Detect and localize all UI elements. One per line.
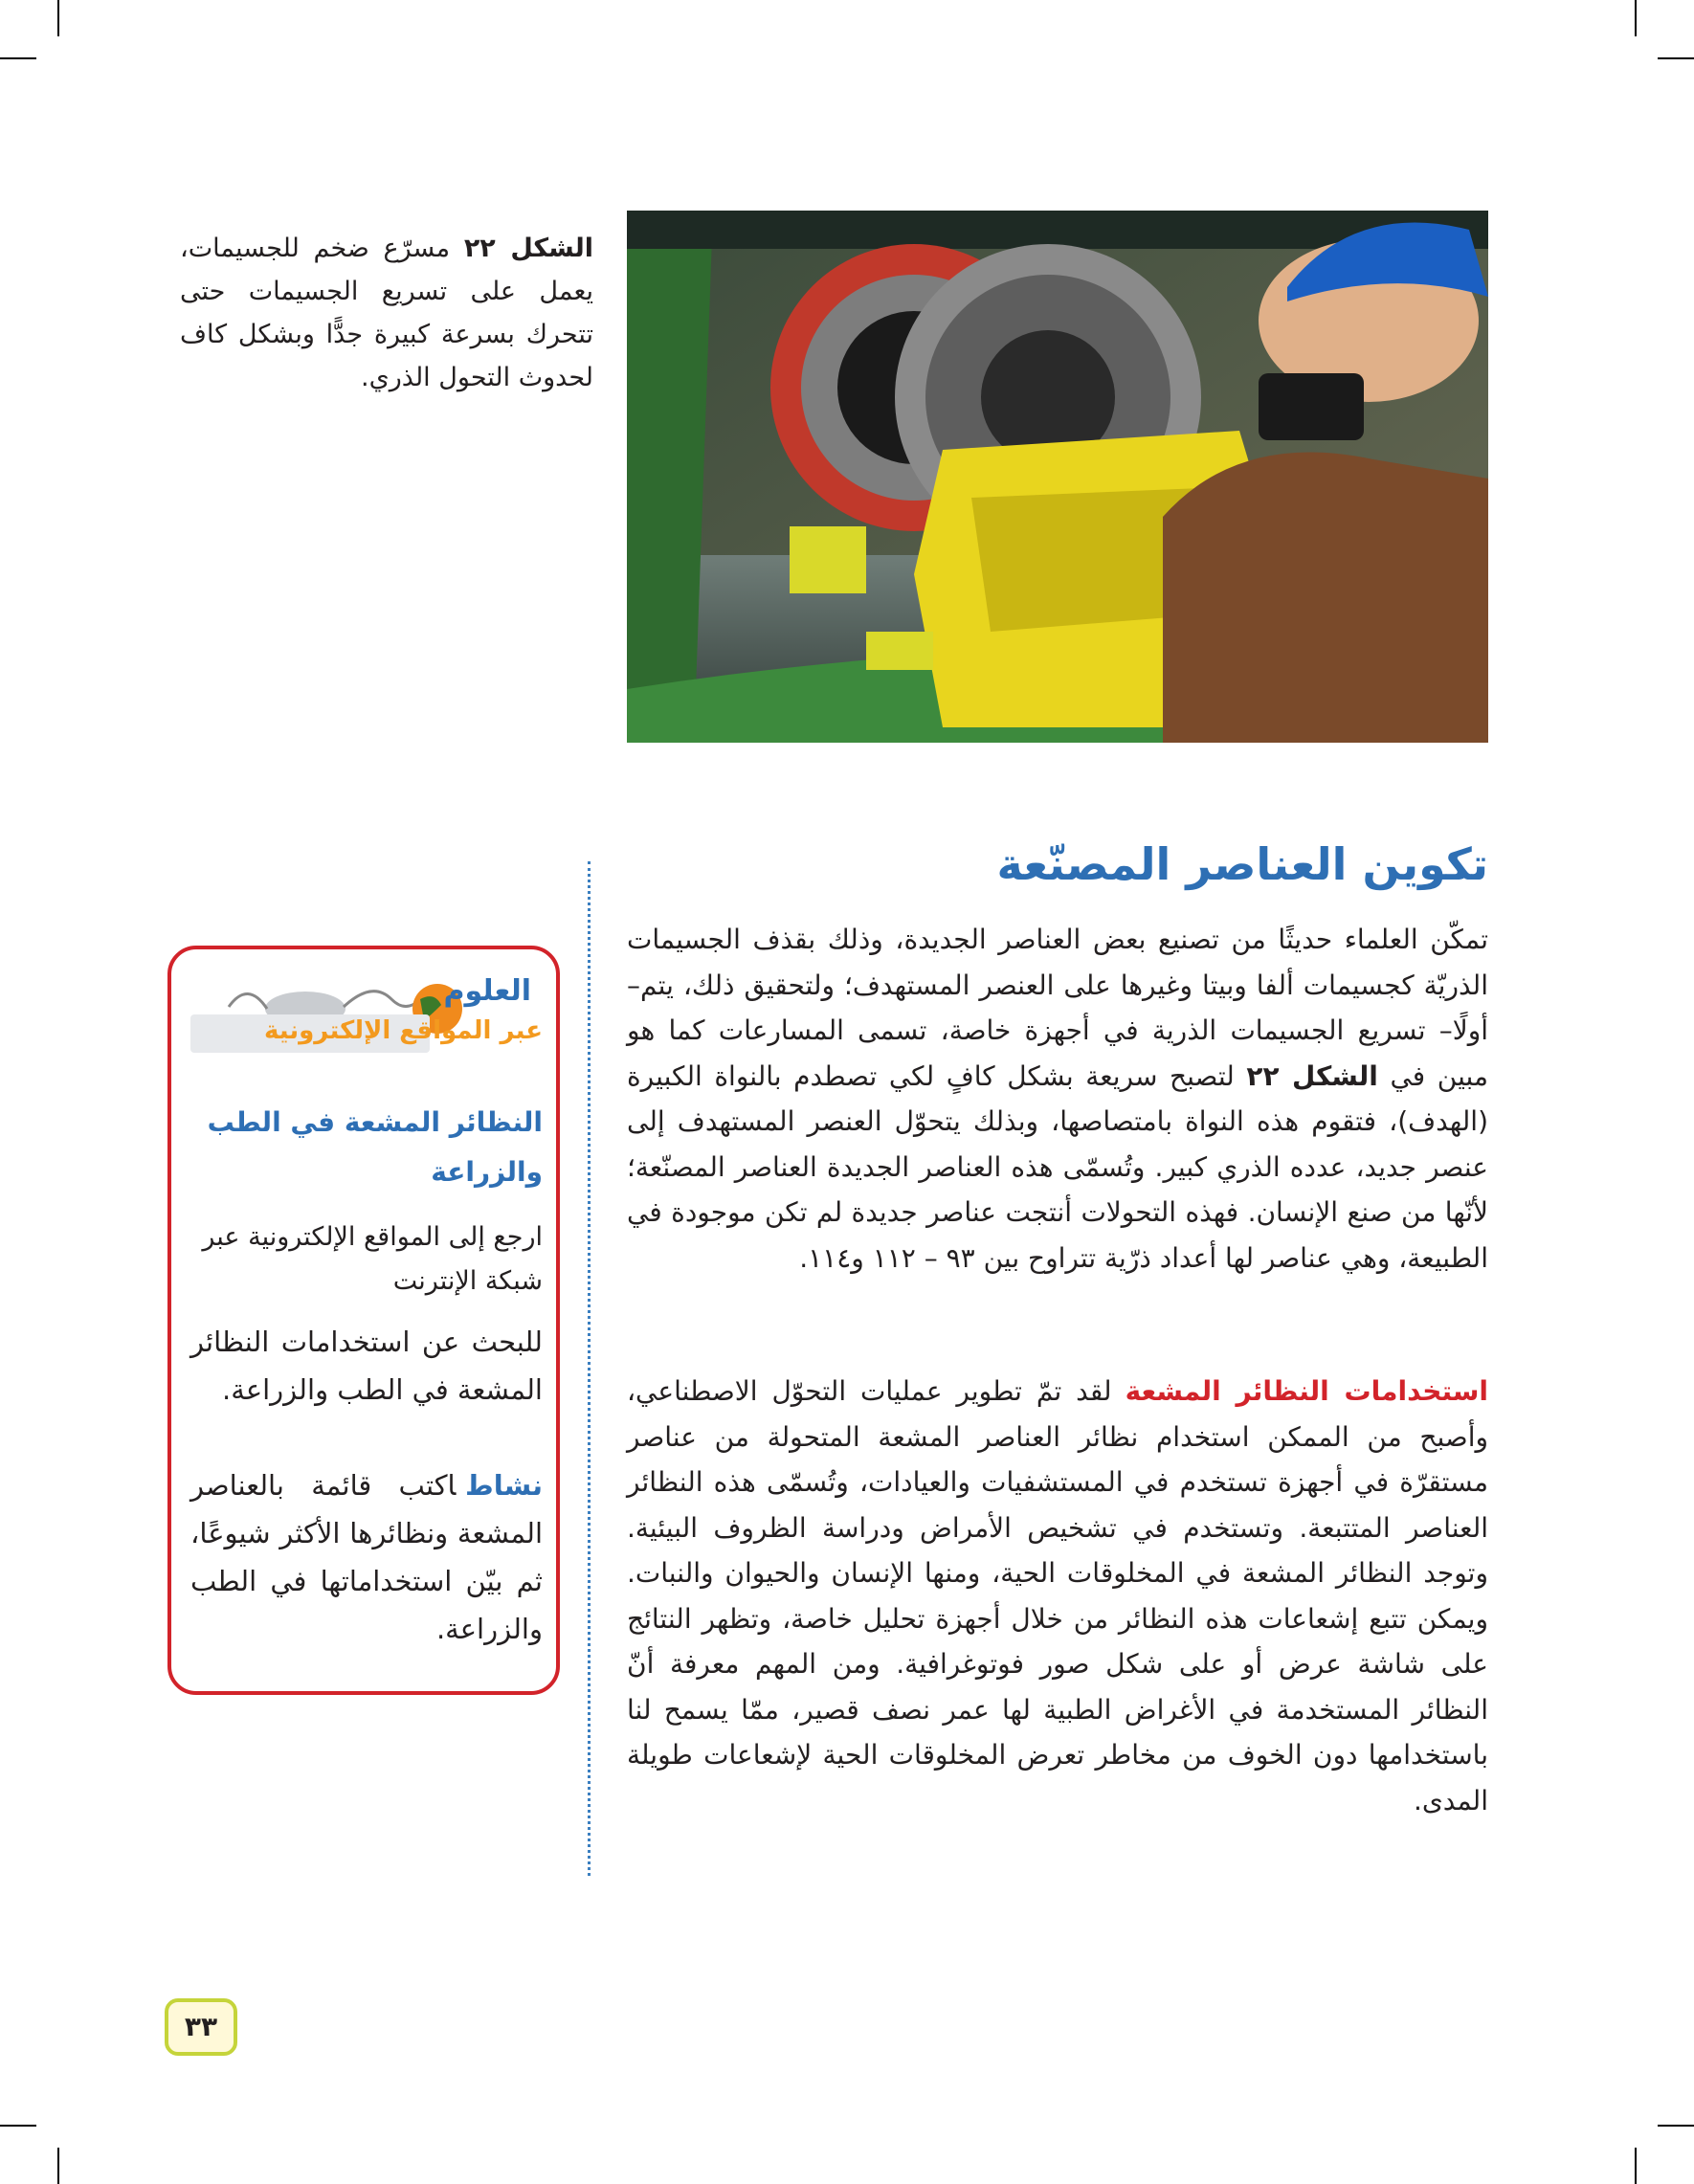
figure-reference: الشكل ٢٢ xyxy=(1246,1059,1378,1092)
activity-text: اكتب قائمة بالعناصر المشعة ونظائرها الأكثر شيوعًا، ثم بيّن استخداماتها في الطب والزراعة. xyxy=(190,1469,543,1645)
section-title: تكوين العناصر المصنّعة xyxy=(996,838,1488,890)
uses-paragraph xyxy=(627,1369,1488,1823)
logo-subtitle: عبر المواقع الإلكترونية xyxy=(263,1016,543,1045)
online-sciences-logo xyxy=(190,970,545,1066)
crop-mark xyxy=(1635,0,1637,36)
activity-label: نشاط xyxy=(467,1469,543,1502)
crop-mark xyxy=(0,2125,36,2127)
page-number: ٣٣ xyxy=(165,1998,237,2056)
column-divider xyxy=(588,861,591,1876)
figure-caption-text: مسرّع ضخم للجسيمات، يعمل على تسريع الجسيمات حتى تتحرك بسرعة كبيرة جدًّا وبشكل كاف لحدوث التحول الذري. xyxy=(180,234,593,392)
crop-mark xyxy=(57,2148,59,2184)
activity-paragraph xyxy=(190,1461,543,1653)
figure-label: الشكل ٢٢ xyxy=(463,234,593,263)
crop-mark xyxy=(0,57,36,59)
intro-text-part1: تمكّن العلماء حديثًا من تصنيع بعض العناصر الجديدة، وذلك بقذف الجسيمات الذريّة كجسيمات ألفا وبيتا وغيرها على العنصر المستهدف؛ ولتحقيق ذلك، يتم– أولًا– تسريع الجسيمات الذرية في أجهزة خاصة، تسمى المسارعات كما هو مبين في xyxy=(627,924,1488,1092)
accelerator-photo xyxy=(627,211,1488,743)
crop-mark xyxy=(57,0,59,36)
box-heading: النظائر المشعة في الطب والزراعة xyxy=(207,1106,543,1188)
box-purpose: للبحث عن استخدامات النظائر المشعة في الطب والزراعة. xyxy=(190,1326,543,1406)
box-instruction: ارجع إلى المواقع الإلكترونية عبر شبكة الإنترنت xyxy=(202,1222,543,1296)
uses-text: لقد تمّ تطوير عمليات التحوّل الاصطناعي، وأصبح من الممكن استخدام نظائر العناصر المشعة المتحولة من عناصر مستقرّة في أجهزة تستخدم في المستشفيات والعيادات، وتُسمّى هذه النظائر العناصر المتتبعة. وتستخدم في تشخيص الأمراض ودراسة الظروف البيئية. وتوجد النظائر المشعة في المخلوقات الحية، ومنها الإنسان والحيوان والنبات. ويمكن تتبع إشعاعات هذه النظائر من خلال أجهزة تحليل خاصة، وتظهر النتائج على شاشة عرض أو على شكل صور فوتوغرافية. ومن المهم معرفة أنّ النظائر المستخدمة في الأغراض الطبية لها عمر نصف قصير، ممّا يسمح لنا باستخدامها دون الخوف من مخاطر تعرض المخلوقات الحية لإشعاعات طويلة المدى. xyxy=(627,1375,1488,1816)
intro-paragraph xyxy=(627,917,1488,1281)
logo-title: العلوم xyxy=(443,974,531,1008)
figure-caption xyxy=(180,227,593,399)
uses-heading: استخدامات النظائر المشعة xyxy=(1125,1375,1489,1407)
crop-mark xyxy=(1658,2125,1694,2127)
online-sciences-box xyxy=(167,946,560,1695)
intro-text-part2: لتصبح سريعة بشكل كافٍ لكي تصطدم بالنواة الكبيرة (الهدف)، فتقوم هذه النواة بامتصاصها، وبذلك يتحوّل العنصر المستهدف إلى عنصر جديد، عدده الذري كبير. وتُسمّى هذه العناصر الجديدة العناصر المصنّعة؛ لأنّها من صنع الإنسان. فهذه التحولات أنتجت عناصر جديدة لم تكن موجودة في الطبيعة، وهي عناصر لها أعداد ذرّية تتراوح بين ٩٣ – ١١٢ و١١٤. xyxy=(627,1059,1488,1274)
crop-mark xyxy=(1635,2148,1637,2184)
crop-mark xyxy=(1658,57,1694,59)
